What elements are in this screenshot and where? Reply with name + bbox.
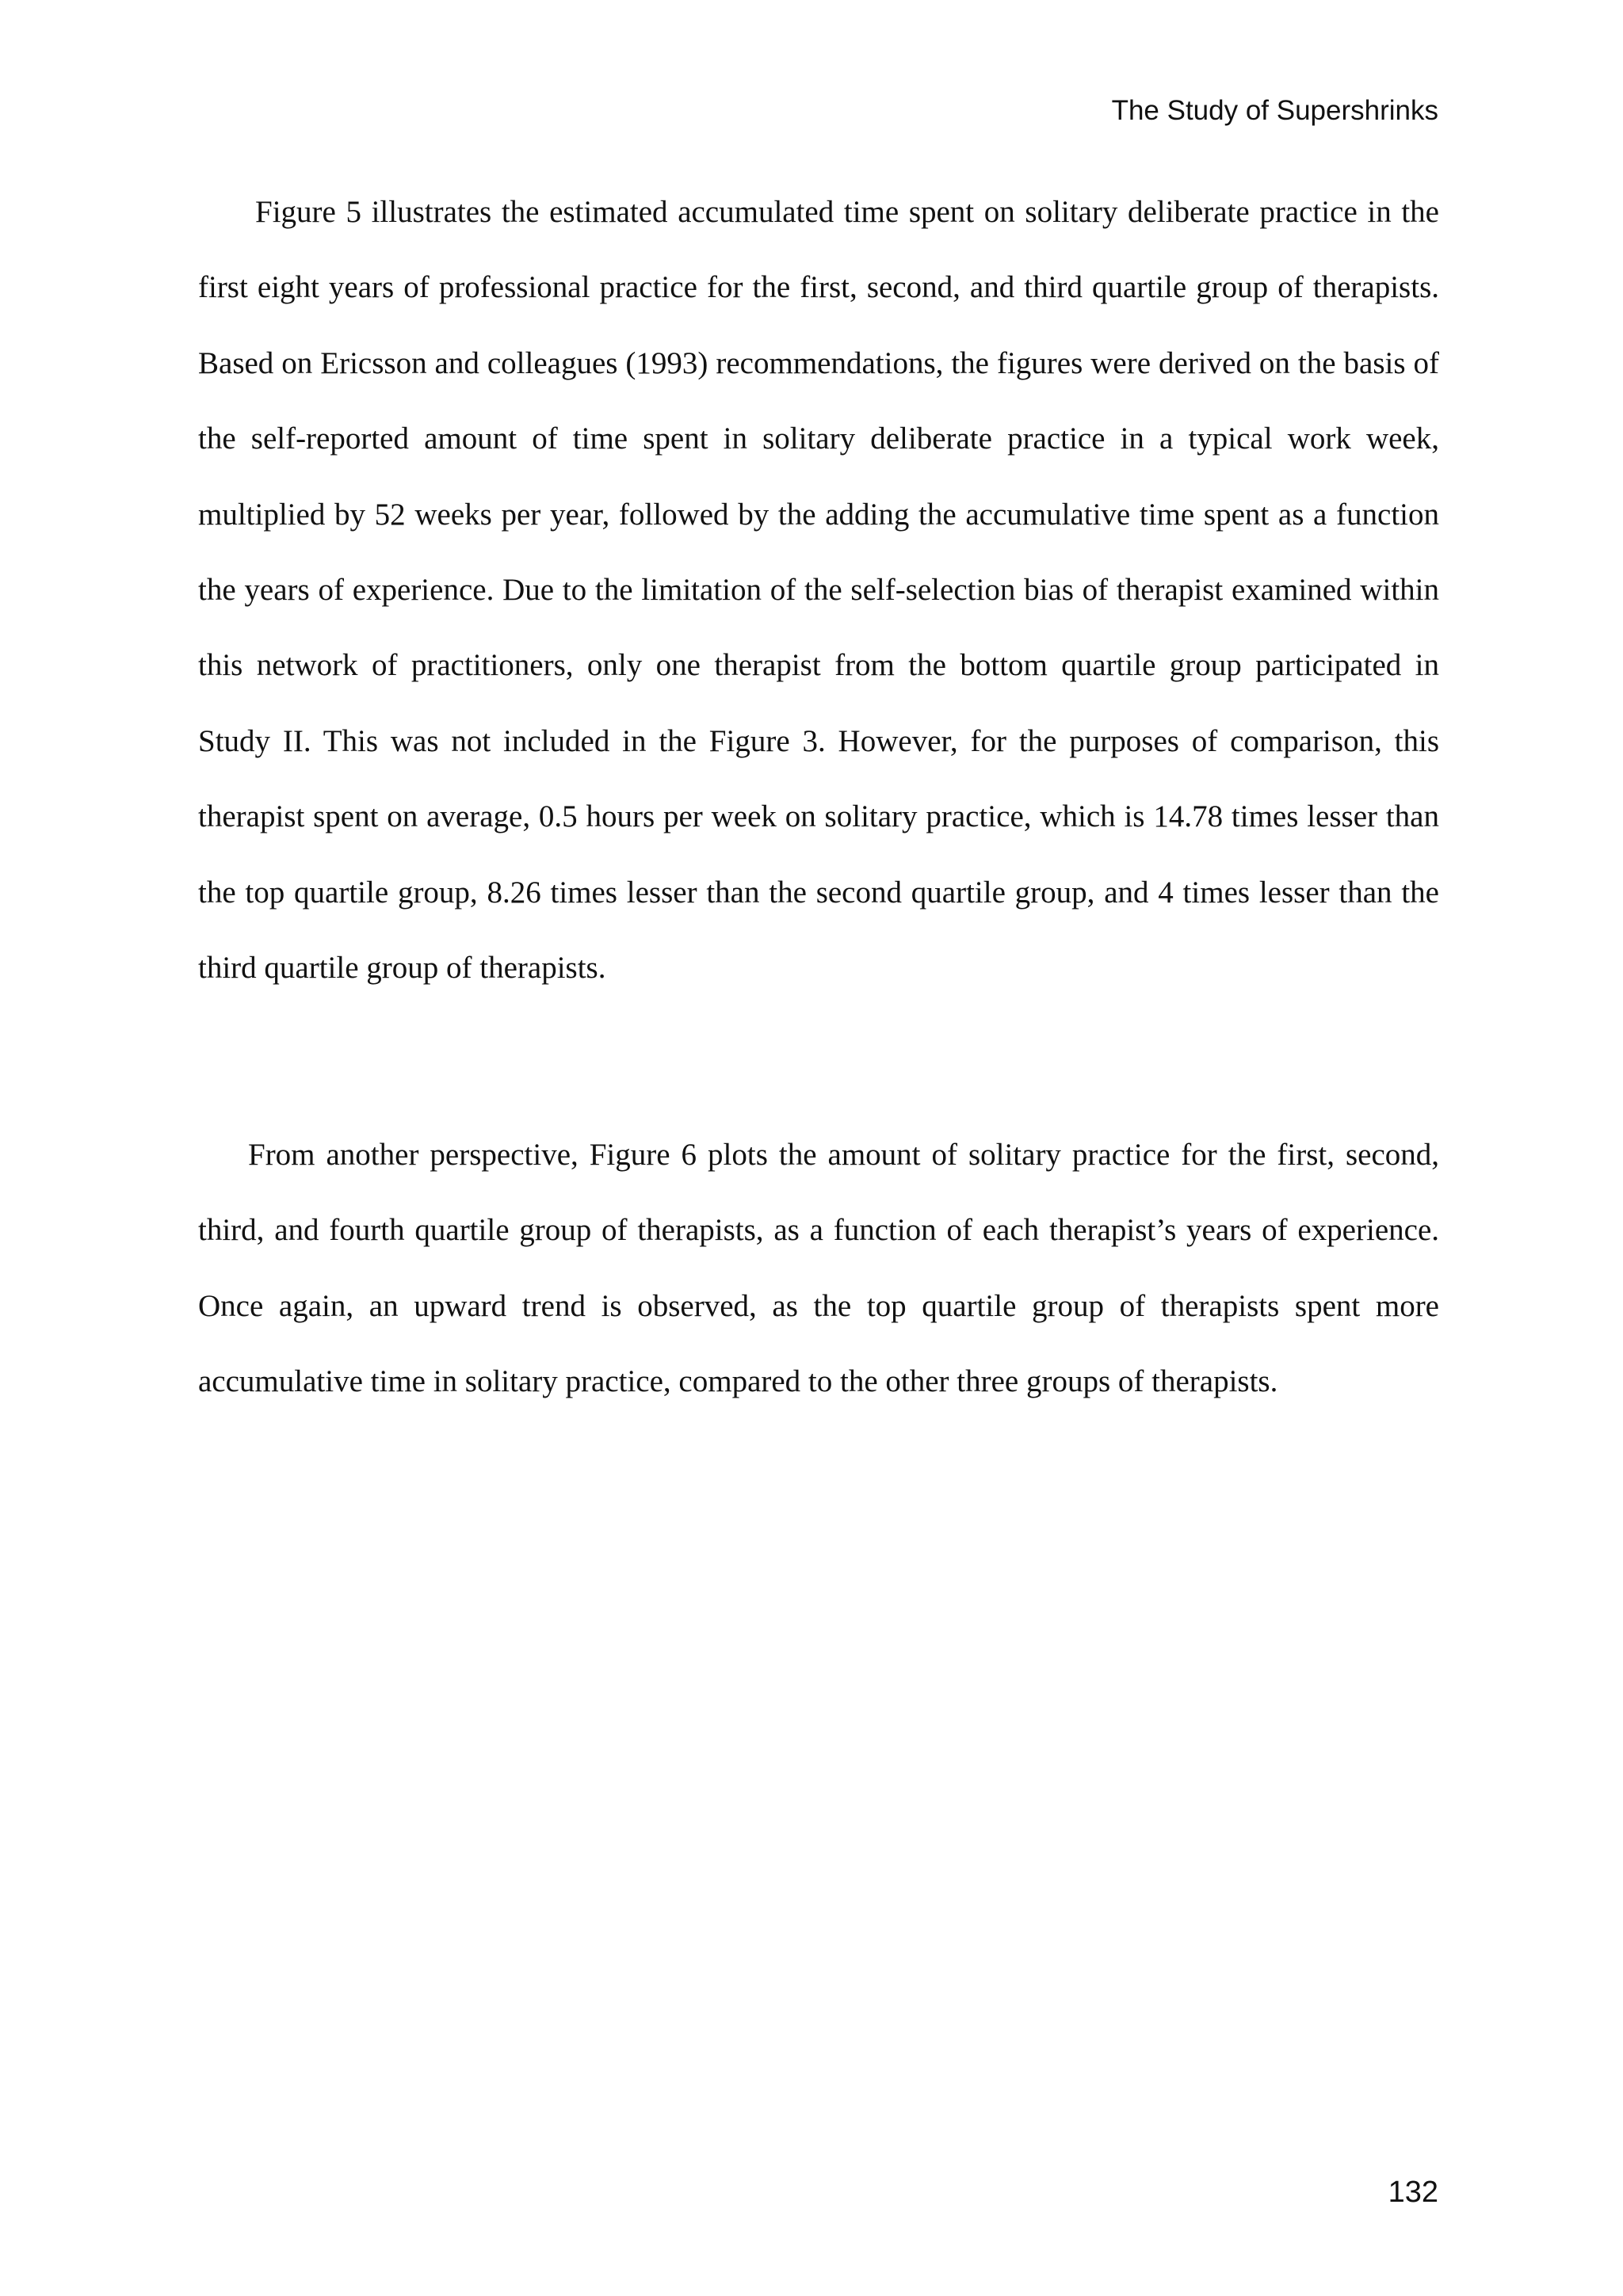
running-header: The Study of Supershrinks: [1111, 95, 1438, 126]
body-paragraph-1-text: Figure 5 illustrates the estimated accumulated time spent on solitary deliberate practice in the first eight years of professional practice for the first, second, and third quartile group of therapists. Based on Ericsson and colleagues (1993) recommendations, the figures were derived on the basis of the self-reported amount of time spent in solitary deliberate practice in a typical work week, multiplied by 52 weeks per year, followed by the adding the accumulative time spent as a function the years of experience. Due to the limitation of the self-selection bias of therapist examined within this network of practitioners, only one therapist from the bottom quartile group participated in Study II. This was not included in the Figure 3. However, for the purposes of comparison, this therapist spent on average, 0.5 hours per week on solitary practice, which is 14.78 times lesser than the top quartile group, 8.26 times lesser than the second quartile group, and 4 times lesser than the third quartile group of therapists.: [198, 195, 1439, 986]
page-number: 132: [1388, 2176, 1438, 2209]
body-paragraph-2-text: From another perspective, Figure 6 plots the amount of solitary practice for the first, second, third, and fourth quartile group of therapists, as a function of each therapist’s years of experience. Once again, an upward trend is observed, as the top quartile group of therapists spent more accumulative time in solitary practice, compared to the other three groups of therapists.: [198, 1138, 1439, 1399]
body-paragraph-1: [198, 174, 1439, 1005]
body-paragraph-2: [198, 1117, 1439, 1420]
